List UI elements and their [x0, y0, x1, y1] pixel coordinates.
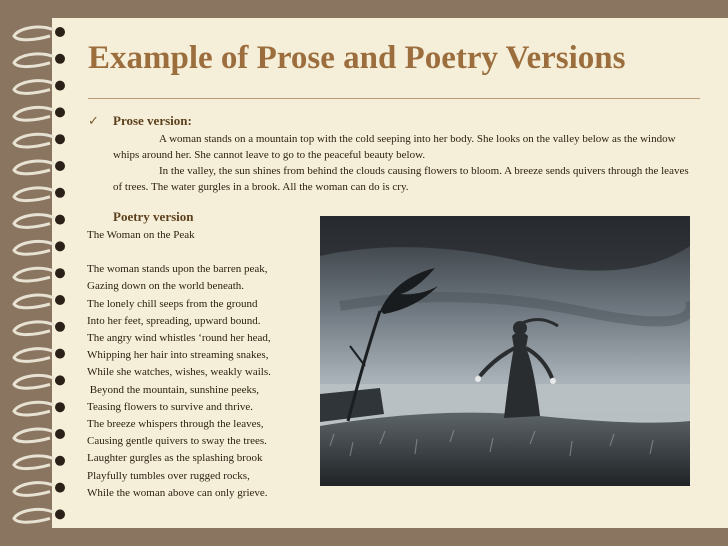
spiral-ring: [14, 456, 54, 469]
poem-line: Beyond the mountain, sunshine peeks,: [87, 383, 260, 396]
binding-hole: [55, 54, 65, 64]
slide-title: Example of Prose and Poetry Versions: [88, 40, 626, 76]
binding-hole: [55, 402, 65, 412]
spiral-ring: [14, 188, 54, 201]
poem-line: The angry wind whistles ‘round her head,: [87, 332, 271, 345]
poem-line: The breeze whispers through the leaves,: [87, 418, 264, 431]
poem-line: While she watches, wishes, weakly wails.: [87, 366, 271, 379]
binding-hole: [55, 107, 65, 117]
spiral-ring: [14, 268, 54, 281]
binding-hole: [55, 215, 65, 225]
spiral-ring: [14, 81, 54, 94]
prose-heading: Prose version:: [113, 113, 192, 128]
prose-body: [113, 131, 698, 195]
woman-on-hill-photo: [320, 216, 690, 486]
spiral-ring: [14, 295, 54, 308]
binding-hole: [55, 268, 65, 278]
binding-hole: [55, 161, 65, 171]
binding-hole: [55, 27, 65, 37]
spiral-ring: [14, 134, 54, 147]
spiral-ring: [14, 108, 54, 121]
spiral-ring: [14, 54, 54, 67]
prose-paragraph: In the valley, the sun shines from behind the clouds causing flowers to bloom. A breeze sends quivers through the leaves of trees. The water gurgles in a brook. All the woman can do is cry.: [113, 165, 689, 193]
binding-hole: [55, 134, 65, 144]
prose-paragraph: A woman stands on a mountain top with the cold seeping into her body. She looks on the valley below as the window whips around her. She cannot leave to go to the peaceful beauty below.: [113, 133, 676, 161]
poem-line: The woman stands upon the barren peak,: [87, 263, 268, 276]
spiral-ring: [14, 349, 54, 362]
binding-hole: [55, 429, 65, 439]
title-divider: [88, 98, 700, 99]
poem-title: The Woman on the Peak: [87, 229, 195, 241]
spiral-ring: [14, 429, 54, 442]
poem-line: Laughter gurgles as the splashing brook: [87, 452, 263, 465]
spiral-ring: [14, 242, 54, 255]
poem-line: Whipping her hair into streaming snakes,: [87, 349, 269, 362]
spiral-ring: [14, 510, 54, 523]
binding-hole: [55, 241, 65, 251]
poem-line: The lonely chill seeps from the ground: [87, 297, 258, 310]
binding-hole: [55, 456, 65, 466]
binding-hole: [55, 322, 65, 332]
poem-line: Teasing flowers to survive and thrive.: [87, 400, 254, 413]
spiral-ring: [14, 27, 54, 40]
poem: [87, 227, 327, 502]
binding-hole: [55, 349, 65, 359]
binding-hole: [55, 509, 65, 519]
binding-hole: [55, 483, 65, 493]
poetry-heading: Poetry version: [113, 209, 194, 224]
spiral-ring: [14, 402, 54, 415]
spiral-ring: [14, 322, 54, 335]
poem-line: Causing gentle quivers to sway the trees.: [87, 435, 267, 448]
spiral-ring: [14, 161, 54, 174]
binding-hole: [55, 81, 65, 91]
checkmark-icon: ✓: [88, 113, 99, 128]
binding-hole: [55, 188, 65, 198]
spiral-ring: [14, 483, 54, 496]
poem-line: Gazing down on the world beneath.: [87, 280, 245, 293]
poem-line: Into her feet, spreading, upward bound.: [87, 314, 261, 327]
spiral-ring: [14, 215, 54, 228]
spiral-ring: [14, 376, 54, 389]
binding-hole: [55, 375, 65, 385]
binding-hole: [55, 295, 65, 305]
poem-line: While the woman above can only grieve.: [87, 486, 268, 499]
spiral-binding: [0, 0, 80, 546]
poem-line: Playfully tumbles over rugged rocks,: [87, 469, 250, 482]
